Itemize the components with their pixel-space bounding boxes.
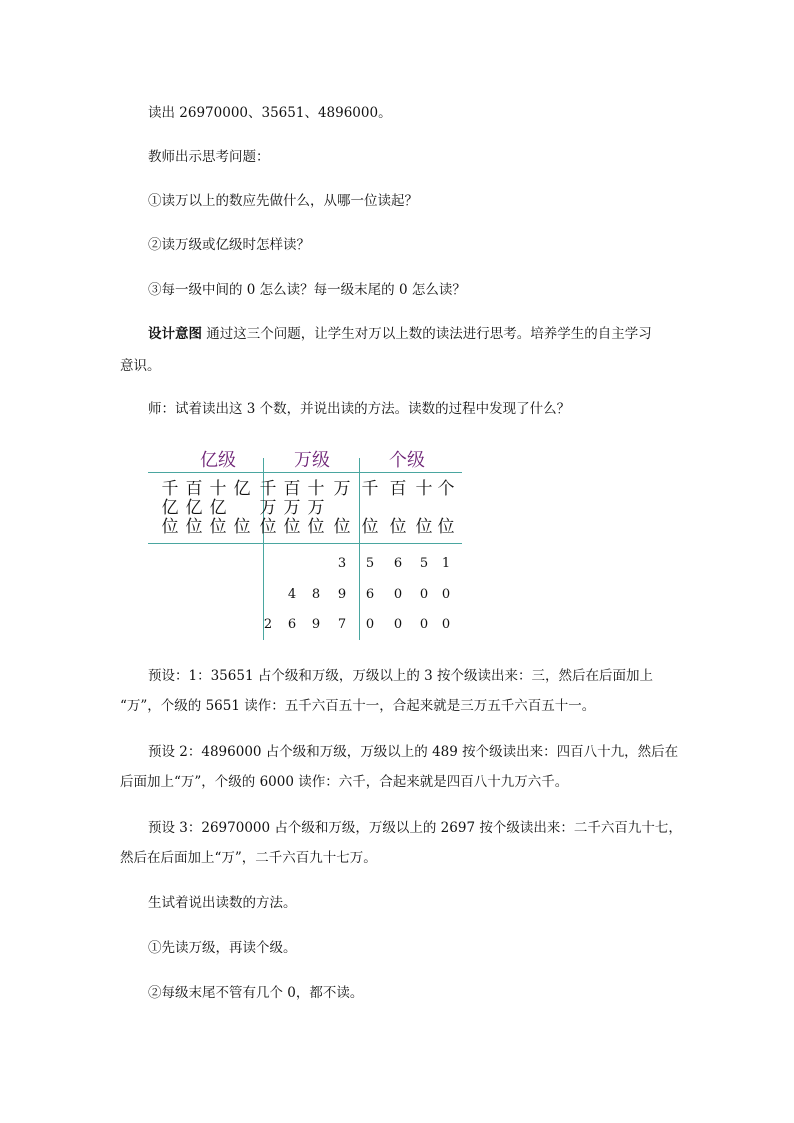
column-header-char: 位 [259, 517, 277, 537]
column-header [358, 480, 382, 537]
group-label-ge: 个级 [389, 450, 425, 471]
column-header-char [358, 499, 382, 518]
place-value-table [148, 440, 468, 645]
teacher-prompt: 师：试着读出这 3 个数，并说出读的方法。读数的过程中发现了什么？ [148, 401, 571, 417]
column-header-char: 千 [161, 479, 179, 499]
design-intent-line-1 [148, 325, 652, 343]
preset-2-line-2: 后面加上“万”，个级的 6000 读作：六千，合起来就是四百八十九万六千。 [120, 774, 569, 790]
table-digit: 0 [393, 587, 403, 602]
table-digit: 9 [337, 587, 347, 602]
column-header [412, 480, 436, 537]
table-digit: 6 [393, 556, 403, 571]
column-header [280, 480, 304, 537]
question-3: ③每一级中间的 0 怎么读？每一级末尾的 0 怎么读？ [148, 282, 466, 298]
column-header-char: 百 [185, 479, 203, 499]
column-header [206, 480, 230, 537]
table-digit: 7 [337, 617, 347, 632]
table-digit: 6 [287, 617, 297, 632]
column-header-char: 千 [259, 479, 277, 499]
column-header-char: 位 [361, 517, 379, 537]
column-header-char: 位 [415, 517, 433, 537]
column-header-char: 十 [307, 479, 325, 499]
column-header-char [434, 499, 458, 518]
preset-3-line-2: 然后在后面加上“万”，二千六百九十七万。 [120, 850, 377, 866]
column-header [256, 480, 280, 537]
column-header-char: 亿 [161, 498, 179, 518]
column-header-char [230, 499, 254, 518]
column-header-char [330, 499, 354, 518]
column-header-char: 位 [307, 517, 325, 537]
column-header-char: 百 [283, 479, 301, 499]
column-header-char: 亿 [209, 498, 227, 518]
table-digit: 5 [419, 556, 429, 571]
student-method: 生试着说出读数的方法。 [148, 895, 297, 911]
table-digit: 5 [365, 556, 375, 571]
question-1: ①读万以上的数应先做什么，从哪一位读起？ [148, 193, 418, 209]
table-divider-middle [148, 543, 462, 544]
column-header-char: 千 [361, 479, 379, 499]
column-header-char: 十 [415, 479, 433, 499]
table-divider-top [148, 472, 462, 473]
table-digit: 8 [311, 587, 321, 602]
table-digit: 2 [263, 617, 273, 632]
column-header-char: 万 [307, 498, 325, 518]
column-header-char: 位 [283, 517, 301, 537]
method-2: ②每级末尾不管有几个 0，都不读。 [148, 985, 364, 1001]
paragraph-teacher-questions: 教师出示思考问题： [148, 149, 270, 165]
table-digit: 0 [419, 617, 429, 632]
column-header [330, 480, 354, 537]
group-label-yi: 亿级 [200, 450, 236, 471]
column-header-char: 位 [185, 517, 203, 537]
design-intent-line-2: 意识。 [120, 358, 161, 374]
column-header [182, 480, 206, 537]
preset-1-line-2: “万”，个级的 5651 读作：五千六百五十一，合起来就是三万五千六百五十一。 [120, 698, 596, 714]
preset-3-line-1: 预设 3：26970000 占个级和万级，万级以上的 2697 按个级读出来：二千六百九十七， [148, 820, 682, 836]
table-digit: 6 [365, 587, 375, 602]
column-header-char: 十 [209, 479, 227, 499]
table-digit: 3 [337, 556, 347, 571]
column-header [230, 480, 254, 537]
design-intent-text: 通过这三个问题，让学生对万以上数的读法进行思考。培养学生的自主学习 [202, 326, 652, 342]
question-2: ②读万级或亿级时怎样读？ [148, 237, 310, 253]
table-digit: 0 [441, 587, 451, 602]
column-header-char: 百 [389, 479, 407, 499]
column-header-char: 万 [333, 479, 351, 499]
column-header-char: 万 [259, 498, 277, 518]
table-digit: 1 [441, 556, 451, 571]
column-header-char: 个 [437, 479, 455, 499]
table-digit: 0 [393, 617, 403, 632]
column-header [434, 480, 458, 537]
design-intent-label: 设计意图 [148, 326, 202, 342]
table-digit: 9 [311, 617, 321, 632]
column-header [386, 480, 410, 537]
column-header [158, 480, 182, 537]
column-header-char: 位 [209, 517, 227, 537]
paragraph-read-numbers: 读出 26970000、35651、4896000。 [148, 105, 392, 121]
table-digit: 0 [365, 617, 375, 632]
column-header-char: 万 [283, 498, 301, 518]
column-header-char: 亿 [233, 479, 251, 499]
table-digit: 4 [287, 587, 297, 602]
table-digit: 0 [441, 617, 451, 632]
column-header-char [412, 499, 436, 518]
preset-1-line-1: 预设：1：35651 占个级和万级，万级以上的 3 按个级读出来：三，然后在后面加上 [148, 668, 653, 684]
column-header-char: 位 [437, 517, 455, 537]
column-header-char [386, 499, 410, 518]
table-digit: 0 [419, 587, 429, 602]
column-header [304, 480, 328, 537]
column-header-char: 亿 [185, 498, 203, 518]
preset-2-line-1: 预设 2：4896000 占个级和万级，万级以上的 489 按个级读出来：四百八十九，然后在 [148, 744, 679, 760]
column-header-char: 位 [333, 517, 351, 537]
column-header-char: 位 [389, 517, 407, 537]
group-label-wan: 万级 [294, 450, 330, 471]
column-header-char: 位 [233, 517, 251, 537]
column-header-char: 位 [161, 517, 179, 537]
method-1: ①先读万级，再读个级。 [148, 940, 297, 956]
